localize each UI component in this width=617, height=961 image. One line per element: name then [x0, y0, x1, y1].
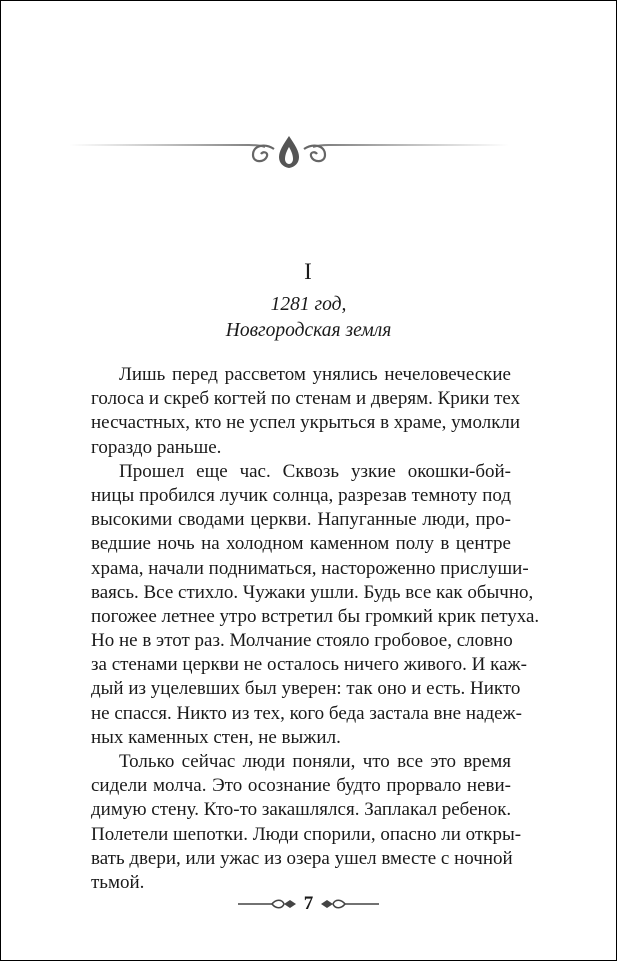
- text-line: погожее летнее утро встретил бы громкий крик петуха.: [91, 605, 540, 627]
- text-line: высокими сводами церкви. Напуганные люди, про-: [91, 509, 511, 531]
- text-line: Лишь перед рассветом унялись нечеловеческие: [119, 364, 511, 385]
- text-line: гораздо раньше.: [91, 436, 222, 458]
- text-line: Только сейчас люди поняли, что все это время: [119, 751, 511, 772]
- text-line: Но не в этот раз. Молчание стояло гробовое, словно: [91, 630, 513, 652]
- text-line: храма, начали подниматься, настороженно прислуши-: [91, 557, 529, 579]
- text-line: ницы пробился лучик солнца, разрезав темноту под: [91, 484, 511, 506]
- text-line: вать двери, или ужас из озера ушел вместе с ночной: [91, 847, 513, 869]
- decorative-flourish-left: [238, 896, 298, 912]
- text-line: несчастных, кто не успел укрыться в храме, умолкли: [91, 412, 521, 434]
- text-line: сидели молча. Это осознание будто прорвало неви-: [91, 775, 511, 797]
- text-line: не спасся. Никто из тех, кого беда застала вне надеж-: [91, 702, 523, 724]
- body-text: [91, 363, 540, 895]
- decorative-flourish-right: [319, 896, 379, 912]
- page-footer: [1, 893, 616, 915]
- chapter-subtitle-year: 1281 год,: [270, 294, 347, 315]
- decorative-flourish-header: [69, 133, 509, 171]
- text-line: тьмой.: [91, 871, 145, 893]
- text-line: ваясь. Все стихло. Чужаки ушли. Будь все как обычно,: [91, 581, 534, 603]
- text-line: за стенами церкви не осталось ничего живого. И каж-: [91, 654, 527, 676]
- page-number: 7: [303, 893, 314, 914]
- text-line: ных каменных стен, не выжил.: [91, 726, 341, 748]
- text-line: Прошел еще час. Сквозь узкие окошки-бой-: [119, 460, 511, 482]
- chapter-number: I: [304, 259, 313, 284]
- text-line: дый из уцелевших был уверен: так оно и есть. Никто: [91, 678, 521, 700]
- text-line: голоса и скреб когтей по стенам и дверям. Крики тех: [91, 388, 521, 410]
- text-line: Полетели шепотки. Люди спорили, опасно ли откры-: [91, 823, 522, 845]
- chapter-subtitle-place: Новгородская земля: [225, 320, 392, 341]
- text-line: димую стену. Кто-то закашлялся. Заплакал ребенок.: [91, 799, 512, 821]
- text-line: ведшие ночь на холодном каменном полу в центре: [91, 533, 511, 555]
